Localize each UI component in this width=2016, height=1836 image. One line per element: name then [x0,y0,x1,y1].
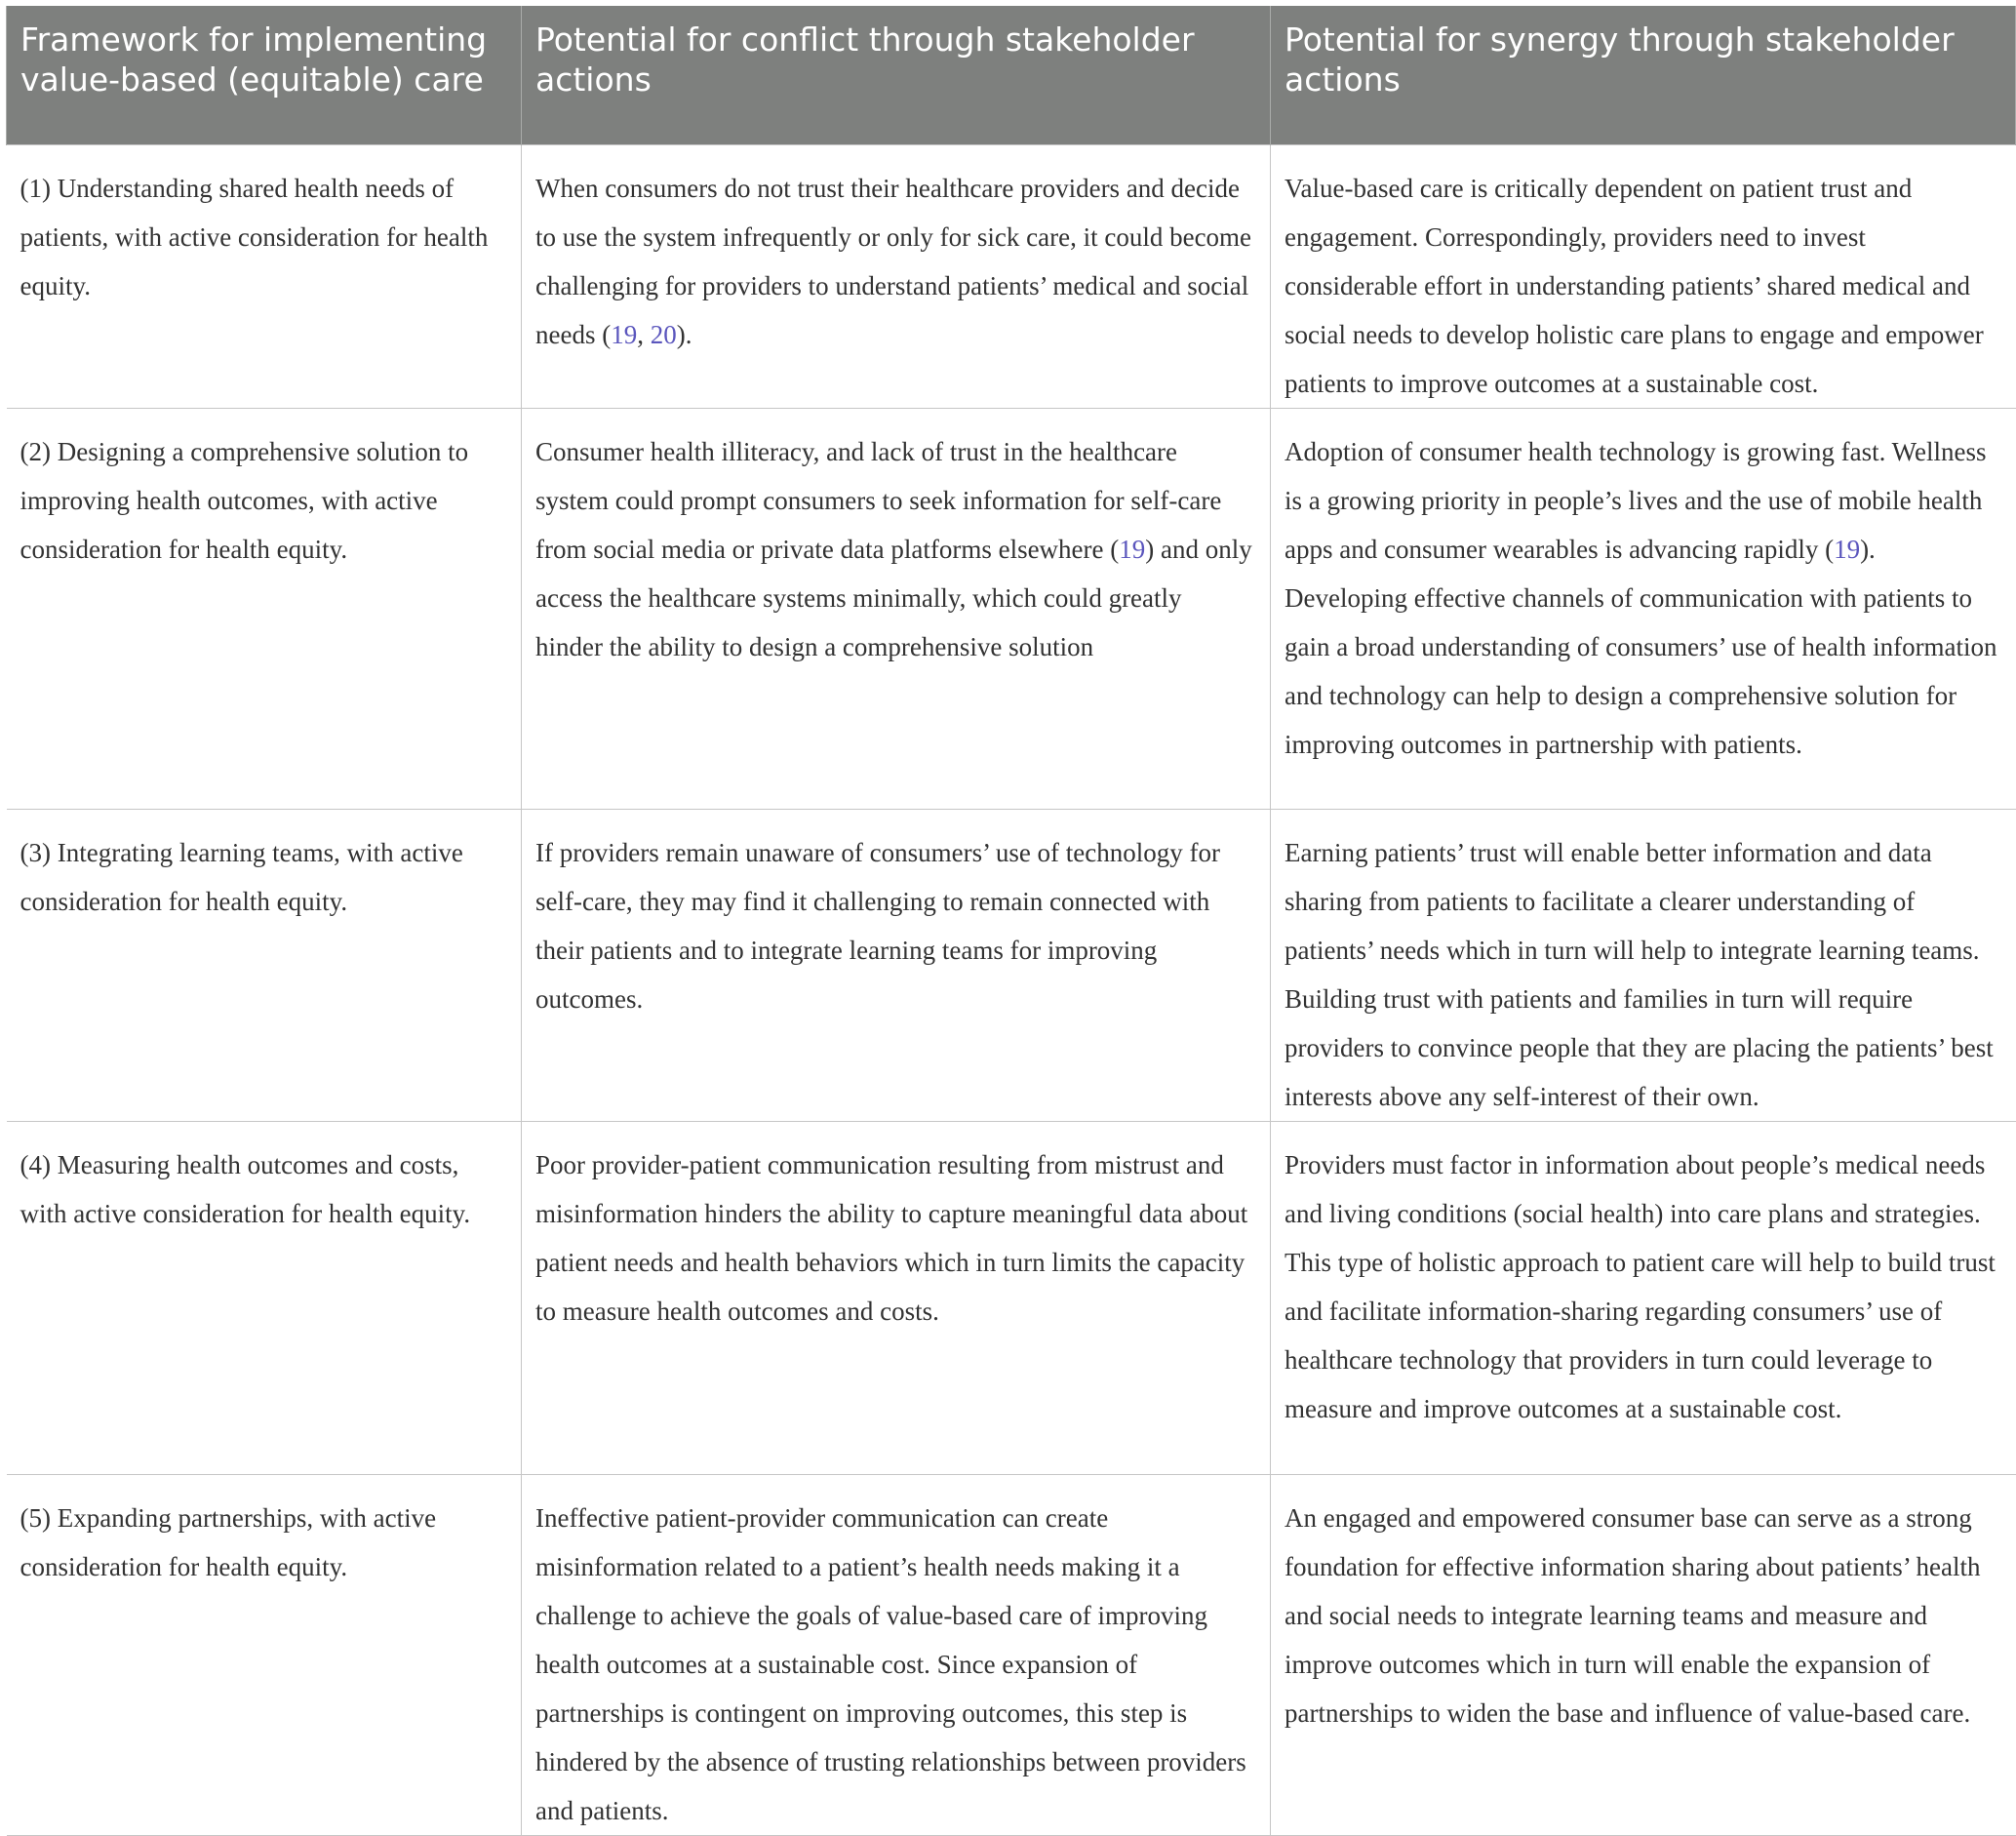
table-row [7,408,2016,809]
cell-text: When consumers do not trust their healthcare providers and decide to use the system infrequently or only for sick care, it could become challenging for providers to understand patients’ medical and social needs ( [535,173,1252,349]
table-row [7,1121,2016,1474]
cell-text: ) and only access the healthcare systems minimally, which could greatly hinder the ability to design a comprehensive solution [535,534,1252,661]
framework-cell: (5) Expanding partnerships, with active consideration for health equity. [7,1474,522,1835]
framework-cell: (4) Measuring health outcomes and costs, with active consideration for health equity. [7,1121,522,1474]
framework-cell: (1) Understanding shared health needs of patients, with active consideration for health equity. [7,144,522,408]
header-conflict: Potential for conflict through stakeholder actions [522,6,1271,144]
header-synergy: Potential for synergy through stakeholder actions [1271,6,2016,144]
reference-link[interactable]: 20 [650,319,677,349]
synergy-cell: An engaged and empowered consumer base can serve as a strong foundation for effective information sharing about patients’ health and social needs to integrate learning teams and measure and improve outcomes which in turn will enable the expansion of partnerships to widen the base and influence of value-based care. [1271,1474,2016,1835]
synergy-cell: Value-based care is critically dependent on patient trust and engagement. Correspondingly, providers need to invest considerable effort in understanding patients’ shared medical and social needs to develop holistic care plans to engage and empower patients to improve outcomes at a sustainable cost. [1271,144,2016,408]
cell-text: Consumer health illiteracy, and lack of trust in the healthcare system could prompt consumers to seek information for self-care from social media or private data platforms elsewhere ( [535,436,1222,564]
framework-table [6,6,2016,1836]
table-row [7,144,2016,408]
framework-cell: (3) Integrating learning teams, with active consideration for health equity. [7,809,522,1121]
conflict-cell: Ineffective patient-provider communication can create misinformation related to a patient’s health needs making it a challenge to achieve the goals of value-based care of improving health outcomes at a sustainable cost. Since expansion of partnerships is contingent on improving outcomes, this step is hindered by the absence of trusting relationships between providers and patients. [522,1474,1271,1835]
cell-text: Adoption of consumer health technology is growing fast. Wellness is a growing priority in people’s lives and the use of mobile health apps and consumer wearables is advancing rapidly ( [1285,436,1987,564]
table-row [7,809,2016,1121]
cell-text: , [637,319,651,349]
reference-link[interactable]: 19 [611,319,638,349]
synergy-cell: Earning patients’ trust will enable better information and data sharing from patients to facilitate a clearer understanding of patients’ needs which in turn will help to integrate learning teams. Building trust with patients and families in turn will require providers to convince people that they are placing the patients’ best interests above any self-interest of their own. [1271,809,2016,1121]
cell-text: ). Developing effective channels of communication with patients to gain a broad understanding of consumers’ use of health information and technology can help to design a comprehensive solution for improving outcomes in partnership with patients. [1285,534,1997,759]
reference-link[interactable]: 19 [1834,534,1861,564]
conflict-cell: If providers remain unaware of consumers’ use of technology for self-care, they may find it challenging to remain connected with their patients and to integrate learning teams for improving outcomes. [522,809,1271,1121]
synergy-cell [1271,408,2016,809]
table-header-row [7,6,2016,144]
cell-text: ). [676,319,692,349]
conflict-cell [522,408,1271,809]
conflict-cell [522,144,1271,408]
conflict-cell: Poor provider-patient communication resulting from mistrust and misinformation hinders the ability to capture meaningful data about patient needs and health behaviors which in turn limits the capacity to measure health outcomes and costs. [522,1121,1271,1474]
table-row [7,1474,2016,1835]
reference-link[interactable]: 19 [1119,534,1146,564]
header-framework: Framework for implementing value-based (equitable) care [7,6,522,144]
synergy-cell: Providers must factor in information about people’s medical needs and living conditions (social health) into care plans and strategies. This type of holistic approach to patient care will help to build trust and facilitate information-sharing regarding consumers’ use of healthcare technology that providers in turn could leverage to measure and improve outcomes at a sustainable cost. [1271,1121,2016,1474]
framework-cell: (2) Designing a comprehensive solution to improving health outcomes, with active consideration for health equity. [7,408,522,809]
